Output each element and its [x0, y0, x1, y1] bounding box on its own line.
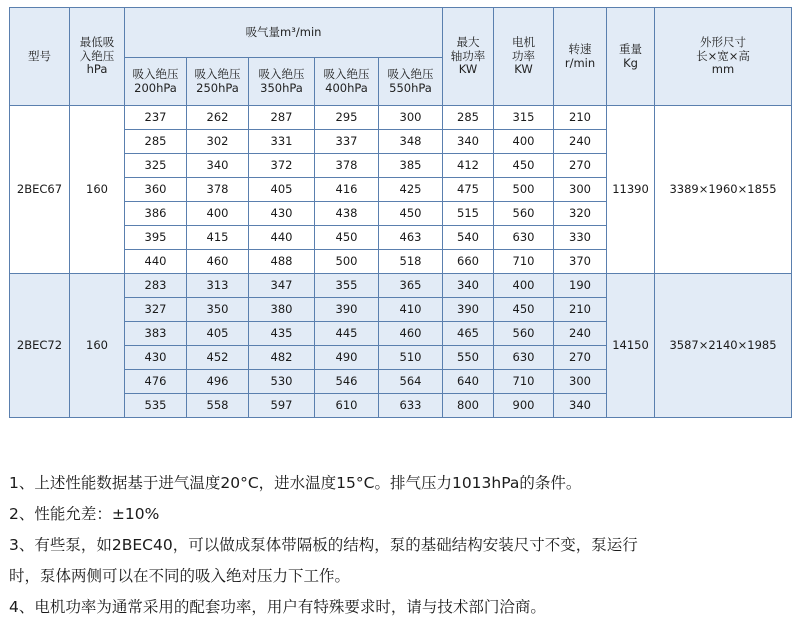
header-sub-200: 吸入绝压 200hPa [125, 58, 187, 106]
value-cell: 560 [494, 202, 554, 226]
header-motor-power: 电机 功率 KW [494, 8, 554, 106]
value-cell: 405 [249, 178, 315, 202]
value-cell: 515 [443, 202, 494, 226]
value-cell: 412 [443, 154, 494, 178]
value-cell: 710 [494, 370, 554, 394]
value-cell: 415 [187, 226, 249, 250]
value-cell: 237 [125, 106, 187, 130]
value-cell: 440 [249, 226, 315, 250]
weight-cell: 14150 [607, 274, 655, 418]
note-2: 2、性能允差：±10% [9, 505, 160, 523]
value-cell: 640 [443, 370, 494, 394]
value-cell: 430 [249, 202, 315, 226]
value-cell: 488 [249, 250, 315, 274]
value-cell: 370 [554, 250, 607, 274]
value-cell: 300 [379, 106, 443, 130]
value-cell: 295 [315, 106, 379, 130]
value-cell: 425 [379, 178, 443, 202]
value-cell: 460 [379, 322, 443, 346]
value-cell: 900 [494, 394, 554, 418]
value-cell: 285 [125, 130, 187, 154]
header-model: 型号 [10, 8, 70, 106]
value-cell: 438 [315, 202, 379, 226]
value-cell: 410 [379, 298, 443, 322]
min-pressure-cell: 160 [70, 274, 125, 418]
value-cell: 340 [443, 274, 494, 298]
value-cell: 630 [494, 226, 554, 250]
value-cell: 383 [125, 322, 187, 346]
value-cell: 452 [187, 346, 249, 370]
value-cell: 530 [249, 370, 315, 394]
value-cell: 800 [443, 394, 494, 418]
value-cell: 564 [379, 370, 443, 394]
header-sub-350: 吸入绝压 350hPa [249, 58, 315, 106]
value-cell: 597 [249, 394, 315, 418]
value-cell: 270 [554, 154, 607, 178]
value-cell: 348 [379, 130, 443, 154]
value-cell: 500 [315, 250, 379, 274]
value-cell: 300 [554, 178, 607, 202]
note-1: 1、上述性能数据基于进气温度20°C，进水温度15°C。排气压力1013hPa的条件。 [9, 474, 582, 492]
value-cell: 378 [315, 154, 379, 178]
value-cell: 331 [249, 130, 315, 154]
value-cell: 465 [443, 322, 494, 346]
value-cell: 270 [554, 346, 607, 370]
value-cell: 405 [187, 322, 249, 346]
value-cell: 315 [494, 106, 554, 130]
table-body [10, 106, 792, 418]
value-cell: 360 [125, 178, 187, 202]
header-sub-250: 吸入绝压 250hPa [187, 58, 249, 106]
table-row [10, 106, 792, 130]
value-cell: 500 [494, 178, 554, 202]
value-cell: 435 [249, 322, 315, 346]
value-cell: 372 [249, 154, 315, 178]
value-cell: 240 [554, 322, 607, 346]
value-cell: 550 [443, 346, 494, 370]
value-cell: 450 [494, 154, 554, 178]
value-cell: 450 [494, 298, 554, 322]
value-cell: 463 [379, 226, 443, 250]
value-cell: 400 [187, 202, 249, 226]
value-cell: 518 [379, 250, 443, 274]
value-cell: 210 [554, 106, 607, 130]
value-cell: 490 [315, 346, 379, 370]
value-cell: 482 [249, 346, 315, 370]
value-cell: 283 [125, 274, 187, 298]
value-cell: 320 [554, 202, 607, 226]
value-cell: 510 [379, 346, 443, 370]
value-cell: 340 [187, 154, 249, 178]
value-cell: 325 [125, 154, 187, 178]
value-cell: 416 [315, 178, 379, 202]
value-cell: 340 [554, 394, 607, 418]
header-speed: 转速 r/min [554, 8, 607, 106]
header-dims: 外形尺寸 长×宽×高 mm [655, 8, 792, 106]
value-cell: 210 [554, 298, 607, 322]
value-cell: 476 [125, 370, 187, 394]
model-cell: 2BEC72 [10, 274, 70, 418]
value-cell: 496 [187, 370, 249, 394]
model-cell: 2BEC67 [10, 106, 70, 274]
value-cell: 313 [187, 274, 249, 298]
value-cell: 337 [315, 130, 379, 154]
value-cell: 287 [249, 106, 315, 130]
header-min-pressure: 最低吸 入绝压 hPa [70, 8, 125, 106]
note-4: 4、电机功率为通常采用的配套功率，用户有特殊要求时，请与技术部门洽商。 [9, 598, 546, 616]
value-cell: 300 [554, 370, 607, 394]
value-cell: 302 [187, 130, 249, 154]
dims-cell: 3389×1960×1855 [655, 106, 792, 274]
value-cell: 450 [315, 226, 379, 250]
value-cell: 710 [494, 250, 554, 274]
table-row [10, 274, 792, 298]
value-cell: 365 [379, 274, 443, 298]
value-cell: 285 [443, 106, 494, 130]
value-cell: 390 [443, 298, 494, 322]
value-cell: 440 [125, 250, 187, 274]
value-cell: 347 [249, 274, 315, 298]
dims-cell: 3587×2140×1985 [655, 274, 792, 418]
note-3-cont: 时，泵体两侧可以在不同的吸入绝对压力下工作。 [9, 567, 351, 585]
value-cell: 385 [379, 154, 443, 178]
value-cell: 400 [494, 130, 554, 154]
header-sub-550: 吸入绝压 550hPa [379, 58, 443, 106]
value-cell: 327 [125, 298, 187, 322]
value-cell: 330 [554, 226, 607, 250]
header-sub-400: 吸入绝压 400hPa [315, 58, 379, 106]
value-cell: 610 [315, 394, 379, 418]
value-cell: 475 [443, 178, 494, 202]
value-cell: 400 [494, 274, 554, 298]
value-cell: 535 [125, 394, 187, 418]
value-cell: 386 [125, 202, 187, 226]
value-cell: 262 [187, 106, 249, 130]
value-cell: 350 [187, 298, 249, 322]
weight-cell: 11390 [607, 106, 655, 274]
value-cell: 460 [187, 250, 249, 274]
value-cell: 395 [125, 226, 187, 250]
value-cell: 390 [315, 298, 379, 322]
value-cell: 630 [494, 346, 554, 370]
value-cell: 560 [494, 322, 554, 346]
header-max-shaft-power: 最大 轴功率 KW [443, 8, 494, 106]
header-weight: 重量 Kg [607, 8, 655, 106]
value-cell: 380 [249, 298, 315, 322]
performance-table [9, 7, 791, 418]
value-cell: 660 [443, 250, 494, 274]
value-cell: 546 [315, 370, 379, 394]
value-cell: 240 [554, 130, 607, 154]
value-cell: 378 [187, 178, 249, 202]
value-cell: 633 [379, 394, 443, 418]
value-cell: 340 [443, 130, 494, 154]
value-cell: 558 [187, 394, 249, 418]
min-pressure-cell: 160 [70, 106, 125, 274]
note-3: 3、有些泵，如2BEC40，可以做成泵体带隔板的结构，泵的基础结构安装尺寸不变，泵运行 [9, 536, 638, 554]
value-cell: 450 [379, 202, 443, 226]
header-suction-volume: 吸气量m³/min [125, 8, 443, 58]
value-cell: 355 [315, 274, 379, 298]
value-cell: 540 [443, 226, 494, 250]
value-cell: 430 [125, 346, 187, 370]
value-cell: 445 [315, 322, 379, 346]
notes-section [9, 468, 791, 623]
value-cell: 190 [554, 274, 607, 298]
